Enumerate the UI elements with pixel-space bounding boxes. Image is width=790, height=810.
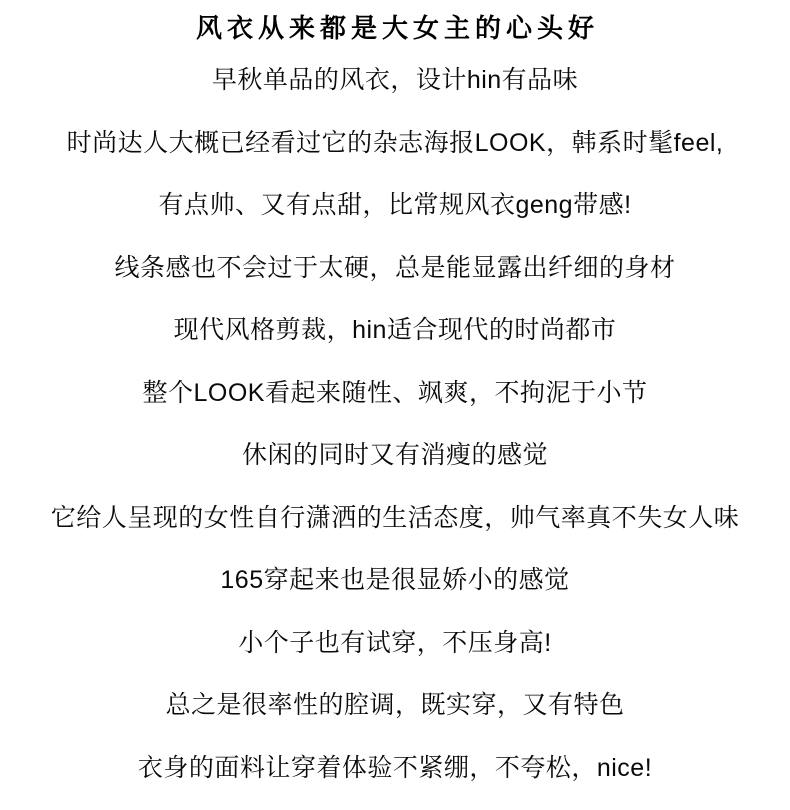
description-line-8: 它给人呈现的女性自行潇洒的生活态度，帅气率真不失女人味 bbox=[50, 503, 740, 532]
page-title: 风衣从来都是大女主的心头好 bbox=[195, 13, 599, 43]
description-line-1: 早秋单品的风衣，设计hin有品味 bbox=[211, 66, 579, 95]
description-line-4: 线条感也不会过于太硬，总是能显露出纤细的身材 bbox=[114, 253, 676, 282]
description-line-5: 现代风格剪裁，hin适合现代的时尚都市 bbox=[173, 316, 617, 345]
description-line-11: 总之是很率性的腔调，既实穿，又有特色 bbox=[165, 691, 625, 720]
description-line-2: 时尚达人大概已经看过它的杂志海报LOOK，韩系时髦feel, bbox=[66, 128, 724, 157]
description-line-9: 165穿起来也是很显娇小的感觉 bbox=[220, 566, 570, 595]
description-line-7: 休闲的同时又有消瘦的感觉 bbox=[241, 441, 548, 470]
description-line-3: 有点帅、又有点甜，比常规风衣geng带感! bbox=[158, 191, 632, 220]
description-line-10: 小个子也有试穿，不压身高! bbox=[238, 628, 552, 657]
description-line-6: 整个LOOK看起来随性、飒爽，不拘泥于小节 bbox=[142, 378, 648, 407]
description-line-12: 衣身的面料让穿着体验不紧绷，不夸松，nice! bbox=[137, 753, 653, 782]
